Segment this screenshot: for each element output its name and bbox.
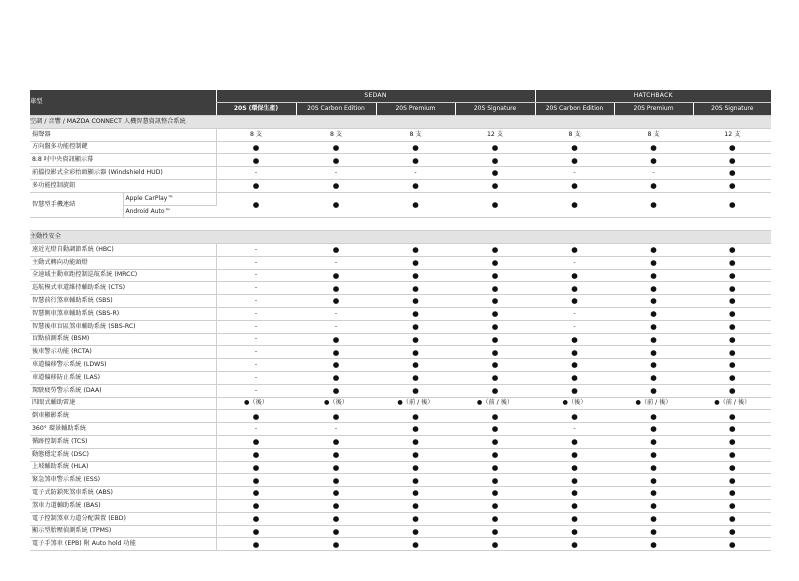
table-row bbox=[30, 141, 771, 154]
value-cell: ● bbox=[455, 333, 535, 346]
value-cell: ● bbox=[296, 333, 376, 346]
value-cell: ● bbox=[614, 295, 693, 308]
table-row bbox=[30, 167, 771, 180]
value-cell: ● bbox=[535, 269, 614, 282]
table-row bbox=[30, 448, 771, 461]
value-cell: ● bbox=[376, 512, 455, 525]
value-cell: ● bbox=[614, 512, 693, 525]
feature-label: 智慧側車煞車輔助系統 (SBS-R) bbox=[30, 308, 216, 321]
value-cell: ● bbox=[376, 269, 455, 282]
value-cell: - bbox=[535, 423, 614, 436]
value-cell: - bbox=[216, 308, 296, 321]
value-cell: ● bbox=[693, 512, 771, 525]
feature-label: 巡航模式車道維持輔助系統 (CTS) bbox=[30, 282, 216, 295]
value-cell: ● bbox=[296, 448, 376, 461]
value-cell: 12 支 bbox=[455, 128, 535, 141]
value-cell: ● bbox=[455, 320, 535, 333]
table-row bbox=[30, 474, 771, 487]
value-cell: ● bbox=[693, 448, 771, 461]
value-cell: ● bbox=[614, 180, 693, 193]
value-cell: ● bbox=[296, 269, 376, 282]
value-cell: ● bbox=[376, 372, 455, 385]
table-row bbox=[30, 269, 771, 282]
value-cell: - bbox=[296, 320, 376, 333]
value-cell: ●（前 / 後） bbox=[376, 397, 455, 410]
value-cell: ● bbox=[455, 282, 535, 295]
value-cell: ● bbox=[614, 384, 693, 397]
value-cell: - bbox=[216, 256, 296, 269]
trim-header: 20S (環保生產) bbox=[216, 103, 296, 116]
feature-label: 緊急煞車警示系統 (ESS) bbox=[30, 474, 216, 487]
value-cell: ● bbox=[693, 359, 771, 372]
value-cell: ● bbox=[614, 320, 693, 333]
group-header-hatchback: HATCHBACK bbox=[535, 90, 771, 103]
value-cell: ● bbox=[296, 512, 376, 525]
section-header-row bbox=[30, 116, 771, 129]
value-cell: ● bbox=[614, 308, 693, 321]
value-cell: ● bbox=[693, 423, 771, 436]
value-cell: ● bbox=[535, 410, 614, 423]
value-cell: ● bbox=[376, 308, 455, 321]
category-header: 車型 bbox=[30, 90, 216, 116]
value-cell: ● bbox=[376, 141, 455, 154]
value-cell: 12 支 bbox=[693, 128, 771, 141]
value-cell: ● bbox=[693, 256, 771, 269]
value-cell: ● bbox=[296, 372, 376, 385]
value-cell: ● bbox=[535, 512, 614, 525]
section-title: 主動性安全 bbox=[30, 231, 771, 244]
value-cell: ● bbox=[296, 538, 376, 551]
value-cell: ● bbox=[535, 359, 614, 372]
table-row bbox=[30, 333, 771, 346]
value-cell: ● bbox=[614, 346, 693, 359]
value-cell: ● bbox=[693, 333, 771, 346]
value-cell: ● bbox=[216, 525, 296, 538]
value-cell: - bbox=[535, 320, 614, 333]
table-row bbox=[30, 423, 771, 436]
value-cell: ● bbox=[455, 295, 535, 308]
value-cell: - bbox=[296, 308, 376, 321]
value-cell: ● bbox=[296, 474, 376, 487]
feature-label: 車道偏移警示系統 (LDWS) bbox=[30, 359, 216, 372]
feature-label: 電子手煞車 (EPB) 附 Auto hold 功能 bbox=[30, 538, 216, 551]
value-cell: ● bbox=[216, 512, 296, 525]
value-cell: ● bbox=[693, 308, 771, 321]
value-cell: ● bbox=[216, 410, 296, 423]
value-cell: ● bbox=[376, 500, 455, 513]
value-cell: ● bbox=[614, 256, 693, 269]
value-cell: ● bbox=[455, 154, 535, 167]
table-row bbox=[30, 282, 771, 295]
feature-sublabel: Android Auto™ bbox=[123, 205, 216, 218]
value-cell: - bbox=[296, 423, 376, 436]
value-cell: - bbox=[535, 256, 614, 269]
trim-header: 20S Signature bbox=[455, 103, 535, 116]
value-cell: ● bbox=[455, 525, 535, 538]
value-cell: ● bbox=[693, 500, 771, 513]
value-cell: ● bbox=[614, 525, 693, 538]
value-cell: ● bbox=[535, 436, 614, 449]
value-cell: ● bbox=[455, 474, 535, 487]
table-row bbox=[30, 154, 771, 167]
feature-label: 後車警示功能 (RCTA) bbox=[30, 346, 216, 359]
value-cell: ● bbox=[614, 269, 693, 282]
value-cell: ● bbox=[614, 372, 693, 385]
value-cell: ●（後） bbox=[296, 397, 376, 410]
value-cell: ● bbox=[535, 282, 614, 295]
value-cell: ● bbox=[216, 180, 296, 193]
value-cell: ● bbox=[455, 436, 535, 449]
value-cell: ● bbox=[693, 372, 771, 385]
value-cell: ● bbox=[296, 487, 376, 500]
value-cell: ● bbox=[455, 538, 535, 551]
trim-header: 20S Carbon Edition bbox=[535, 103, 614, 116]
value-cell: ● bbox=[216, 500, 296, 513]
value-cell: ● bbox=[614, 461, 693, 474]
value-cell: ● bbox=[535, 372, 614, 385]
value-cell: ● bbox=[296, 141, 376, 154]
value-cell: 8 支 bbox=[376, 128, 455, 141]
table-row bbox=[30, 320, 771, 333]
value-cell: ● bbox=[614, 359, 693, 372]
value-cell: ● bbox=[614, 423, 693, 436]
feature-label: 煞車力道輔助系統 (BAS) bbox=[30, 500, 216, 513]
value-cell: ● bbox=[693, 487, 771, 500]
value-cell: ● bbox=[455, 372, 535, 385]
value-cell: ● bbox=[455, 141, 535, 154]
value-cell: ● bbox=[296, 436, 376, 449]
table-row bbox=[30, 346, 771, 359]
table-row bbox=[30, 128, 771, 141]
value-cell: ● bbox=[296, 384, 376, 397]
value-cell: - bbox=[535, 308, 614, 321]
feature-label: 方向盤多功能控制鍵 bbox=[30, 141, 216, 154]
value-cell: ● bbox=[376, 436, 455, 449]
value-cell: - bbox=[296, 256, 376, 269]
value-cell: ● bbox=[376, 192, 455, 218]
value-cell: - bbox=[216, 384, 296, 397]
table-row bbox=[30, 525, 771, 538]
value-cell: ● bbox=[455, 487, 535, 500]
feature-label: 智慧後車盲區煞車輔助系統 (SBS-RC) bbox=[30, 320, 216, 333]
value-cell: ● bbox=[216, 436, 296, 449]
value-cell: ● bbox=[376, 487, 455, 500]
value-cell: ● bbox=[455, 244, 535, 257]
value-cell: ● bbox=[614, 410, 693, 423]
value-cell: ● bbox=[455, 180, 535, 193]
value-cell: ● bbox=[216, 448, 296, 461]
value-cell: ● bbox=[296, 359, 376, 372]
value-cell: ● bbox=[376, 295, 455, 308]
value-cell: ● bbox=[455, 256, 535, 269]
value-cell: ● bbox=[296, 154, 376, 167]
value-cell: ● bbox=[693, 295, 771, 308]
value-cell: ● bbox=[535, 346, 614, 359]
table-row bbox=[30, 295, 771, 308]
feature-sublabel: Apple CarPlay™ bbox=[123, 192, 216, 205]
feature-label: 車道偏移防止系統 (LAS) bbox=[30, 372, 216, 385]
value-cell: 8 支 bbox=[535, 128, 614, 141]
value-cell: ● bbox=[376, 282, 455, 295]
value-cell: ● bbox=[376, 359, 455, 372]
value-cell: ● bbox=[535, 500, 614, 513]
value-cell: ● bbox=[614, 538, 693, 551]
value-cell: ● bbox=[693, 180, 771, 193]
value-cell: ● bbox=[614, 141, 693, 154]
value-cell: - bbox=[216, 167, 296, 180]
value-cell: ● bbox=[455, 308, 535, 321]
value-cell: ● bbox=[376, 410, 455, 423]
value-cell: - bbox=[216, 282, 296, 295]
value-cell: ● bbox=[296, 282, 376, 295]
table-row bbox=[30, 461, 771, 474]
value-cell: ● bbox=[535, 192, 614, 218]
section-gap-cell bbox=[30, 218, 771, 231]
value-cell: ● bbox=[376, 384, 455, 397]
value-cell: ● bbox=[614, 448, 693, 461]
value-cell: ● bbox=[376, 538, 455, 551]
value-cell: ● bbox=[614, 333, 693, 346]
value-cell: ● bbox=[693, 282, 771, 295]
value-cell: ● bbox=[614, 154, 693, 167]
value-cell: ●（前 / 後） bbox=[455, 397, 535, 410]
value-cell: ●（後） bbox=[216, 397, 296, 410]
value-cell: ● bbox=[535, 448, 614, 461]
value-cell: - bbox=[216, 320, 296, 333]
feature-label: 遠近光燈自動調節系統 (HBC) bbox=[30, 244, 216, 257]
feature-label: 電子式防鎖死煞車系統 (ABS) bbox=[30, 487, 216, 500]
feature-label: 倒車顯影系統 bbox=[30, 410, 216, 423]
table-row bbox=[30, 512, 771, 525]
section-title: 空調 / 音響 / MAZDA CONNECT 人機智慧資訊整合系統 bbox=[30, 116, 771, 129]
feature-label: 8.8 吋中央資訊顯示幕 bbox=[30, 154, 216, 167]
value-cell: - bbox=[216, 372, 296, 385]
feature-label: 360° 環景輔助系統 bbox=[30, 423, 216, 436]
section-gap bbox=[30, 218, 771, 231]
feature-label: 上坡輔助系統 (HLA) bbox=[30, 461, 216, 474]
value-cell: ● bbox=[693, 320, 771, 333]
feature-label: 循跡控制系統 (TCS) bbox=[30, 436, 216, 449]
value-cell: ● bbox=[614, 500, 693, 513]
value-cell: ● bbox=[693, 436, 771, 449]
value-cell: - bbox=[216, 359, 296, 372]
value-cell: ● bbox=[296, 461, 376, 474]
trim-header: 20S Premium bbox=[376, 103, 455, 116]
value-cell: ●（前 / 後） bbox=[614, 397, 693, 410]
value-cell: ● bbox=[535, 154, 614, 167]
value-cell: ● bbox=[376, 525, 455, 538]
value-cell: ● bbox=[216, 461, 296, 474]
value-cell: ● bbox=[376, 346, 455, 359]
value-cell: - bbox=[216, 295, 296, 308]
value-cell: ● bbox=[693, 474, 771, 487]
value-cell: ● bbox=[535, 141, 614, 154]
value-cell: ● bbox=[693, 346, 771, 359]
value-cell: ● bbox=[614, 282, 693, 295]
value-cell: ● bbox=[376, 448, 455, 461]
value-cell: ● bbox=[535, 180, 614, 193]
table-row bbox=[30, 308, 771, 321]
value-cell: ● bbox=[693, 525, 771, 538]
value-cell: ● bbox=[216, 192, 296, 218]
value-cell: ● bbox=[216, 487, 296, 500]
feature-label: 全速域主動車距控制巡航系統 (MRCC) bbox=[30, 269, 216, 282]
value-cell: ● bbox=[376, 461, 455, 474]
value-cell: ● bbox=[693, 244, 771, 257]
value-cell: ● bbox=[296, 192, 376, 218]
value-cell: 8 支 bbox=[614, 128, 693, 141]
value-cell: - bbox=[376, 167, 455, 180]
table-row bbox=[30, 244, 771, 257]
table-row bbox=[30, 180, 771, 193]
value-cell: ● bbox=[455, 192, 535, 218]
value-cell: ● bbox=[296, 500, 376, 513]
value-cell: ● bbox=[376, 423, 455, 436]
trim-header: 20S Signature bbox=[693, 103, 771, 116]
value-cell: ● bbox=[455, 423, 535, 436]
value-cell: ●（後） bbox=[535, 397, 614, 410]
table-row bbox=[30, 538, 771, 551]
section-header-row bbox=[30, 231, 771, 244]
value-cell: ● bbox=[455, 269, 535, 282]
value-cell: ● bbox=[216, 538, 296, 551]
value-cell: ● bbox=[535, 525, 614, 538]
value-cell: ● bbox=[535, 474, 614, 487]
table-row bbox=[30, 256, 771, 269]
value-cell: ● bbox=[216, 474, 296, 487]
value-cell: ● bbox=[376, 333, 455, 346]
value-cell: ● bbox=[296, 180, 376, 193]
value-cell: ● bbox=[535, 487, 614, 500]
value-cell: ● bbox=[693, 384, 771, 397]
value-cell: ● bbox=[455, 167, 535, 180]
table-row bbox=[30, 192, 771, 205]
value-cell: 8 支 bbox=[216, 128, 296, 141]
value-cell: ●（前 / 後） bbox=[693, 397, 771, 410]
value-cell: - bbox=[216, 346, 296, 359]
value-cell: ● bbox=[693, 167, 771, 180]
value-cell: ● bbox=[455, 359, 535, 372]
value-cell: - bbox=[216, 423, 296, 436]
feature-label: 駕駛疲勞警示系統 (DAA) bbox=[30, 384, 216, 397]
value-cell: ● bbox=[376, 180, 455, 193]
value-cell: ● bbox=[535, 333, 614, 346]
value-cell: ● bbox=[296, 295, 376, 308]
value-cell: - bbox=[535, 167, 614, 180]
value-cell: ● bbox=[455, 384, 535, 397]
value-cell: ● bbox=[693, 269, 771, 282]
table-row bbox=[30, 384, 771, 397]
feature-label: 前擋投影式全彩抬頭顯示器 (Windshield HUD) bbox=[30, 167, 216, 180]
value-cell: ● bbox=[455, 512, 535, 525]
feature-label: 盲點偵測系統 (BSM) bbox=[30, 333, 216, 346]
value-cell: ● bbox=[296, 346, 376, 359]
value-cell: ● bbox=[216, 141, 296, 154]
value-cell: 8 支 bbox=[296, 128, 376, 141]
value-cell: - bbox=[296, 167, 376, 180]
value-cell: - bbox=[216, 269, 296, 282]
value-cell: ● bbox=[455, 461, 535, 474]
feature-label: 揚聲器 bbox=[30, 128, 216, 141]
table-row bbox=[30, 410, 771, 423]
spec-table bbox=[30, 90, 771, 551]
value-cell: ● bbox=[535, 244, 614, 257]
value-cell: ● bbox=[376, 154, 455, 167]
table-row bbox=[30, 372, 771, 385]
table-row bbox=[30, 500, 771, 513]
value-cell: ● bbox=[614, 487, 693, 500]
table-row bbox=[30, 487, 771, 500]
value-cell: - bbox=[216, 244, 296, 257]
value-cell: ● bbox=[693, 192, 771, 218]
feature-label: 主動式轉向功能頭燈 bbox=[30, 256, 216, 269]
trim-header: 20S Carbon Edition bbox=[296, 103, 376, 116]
value-cell: ● bbox=[296, 410, 376, 423]
value-cell: ● bbox=[693, 538, 771, 551]
feature-label: 智慧前行煞車輔助系統 (SBS) bbox=[30, 295, 216, 308]
group-header-sedan: SEDAN bbox=[216, 90, 535, 103]
value-cell: ● bbox=[376, 320, 455, 333]
value-cell: ● bbox=[535, 384, 614, 397]
value-cell: ● bbox=[376, 256, 455, 269]
value-cell: ● bbox=[455, 500, 535, 513]
spec-table-body bbox=[30, 90, 771, 551]
table-row bbox=[30, 359, 771, 372]
value-cell: ● bbox=[614, 436, 693, 449]
value-cell: ● bbox=[296, 525, 376, 538]
value-cell: ● bbox=[693, 141, 771, 154]
value-cell: ● bbox=[455, 448, 535, 461]
value-cell: ● bbox=[216, 154, 296, 167]
value-cell: ● bbox=[376, 474, 455, 487]
value-cell: ● bbox=[535, 538, 614, 551]
value-cell: ● bbox=[614, 244, 693, 257]
value-cell: ● bbox=[535, 461, 614, 474]
value-cell: ● bbox=[693, 461, 771, 474]
value-cell: ● bbox=[535, 295, 614, 308]
value-cell: ● bbox=[455, 346, 535, 359]
feature-label: 動態穩定系統 (DSC) bbox=[30, 448, 216, 461]
value-cell: ● bbox=[455, 410, 535, 423]
trim-header: 20S Premium bbox=[614, 103, 693, 116]
value-cell: - bbox=[216, 333, 296, 346]
value-cell: ● bbox=[614, 474, 693, 487]
feature-label: 多功能控制旋鈕 bbox=[30, 180, 216, 193]
feature-label: 四眼式輔助雷達 bbox=[30, 397, 216, 410]
value-cell: - bbox=[614, 167, 693, 180]
value-cell: ● bbox=[614, 192, 693, 218]
value-cell: ● bbox=[693, 410, 771, 423]
value-cell: ● bbox=[296, 244, 376, 257]
table-row bbox=[30, 436, 771, 449]
header-group-row bbox=[30, 90, 771, 103]
table-row bbox=[30, 397, 771, 410]
value-cell: ● bbox=[376, 244, 455, 257]
value-cell: ● bbox=[693, 154, 771, 167]
feature-label: 顯示型胎壓偵測系統 (TPMS) bbox=[30, 525, 216, 538]
feature-label: 智慧型手機連結 bbox=[30, 192, 123, 218]
feature-label: 電子控制煞車力道分配裝置 (EBD) bbox=[30, 512, 216, 525]
